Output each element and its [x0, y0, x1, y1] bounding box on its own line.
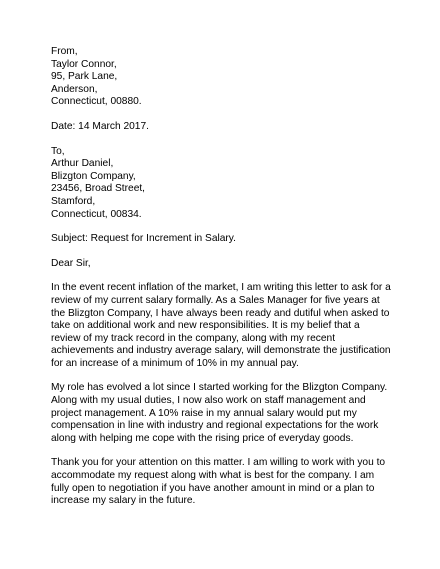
paragraph-line: along with helping me cope with the rising price of everyday goods.	[51, 432, 354, 444]
salutation: Dear Sir,	[51, 257, 91, 269]
sender-city: Anderson,	[51, 83, 98, 95]
sender-name: Taylor Connor,	[51, 58, 117, 70]
recipient-name: Arthur Daniel,	[51, 158, 114, 170]
recipient-company: Blizgton Company,	[51, 170, 136, 182]
body-paragraph-3	[51, 457, 411, 507]
paragraph-line: compensation in line with industry and regional expectations for the work	[51, 420, 379, 432]
letter-date: Date: 14 March 2017.	[51, 120, 149, 132]
sender-block	[51, 46, 411, 109]
letter	[51, 46, 411, 508]
spacer	[51, 221, 411, 233]
paragraph-line: project management. A 10% raise in my annual salary would put my	[51, 407, 357, 419]
paragraph-line: My role has evolved a lot since I started working for the Blizgton Company.	[51, 382, 388, 394]
recipient-block	[51, 146, 411, 222]
paragraph-line: accommodate my request along with what is best for the company. I am	[51, 470, 375, 482]
spacer	[51, 370, 411, 382]
paragraph-line: for an increase of a minimum of 10% in my annual pay.	[51, 357, 299, 369]
recipient-address-line: 23456, Broad Street,	[51, 183, 146, 195]
paragraph-line: review of my track record in the company, along with my recent	[51, 332, 336, 344]
body-paragraph-1	[51, 282, 411, 370]
paragraph-line: Thank you for your attention on this matter. I am willing to work with you to	[51, 457, 386, 469]
paragraph-line: Along with my usual duties, I now also work on staff management and	[51, 395, 366, 407]
letter-subject: Subject: Request for Increment in Salary.	[51, 233, 236, 245]
paragraph-line: review of my current salary formally. As a Sales Manager for five years at	[51, 294, 380, 306]
sender-address-line: 95, Park Lane,	[51, 71, 118, 83]
spacer	[51, 246, 411, 258]
sender-state-zip: Connecticut, 00880.	[51, 96, 142, 108]
paragraph-line: In the event recent inflation of the market, I am writing this letter to ask for a	[51, 282, 391, 294]
paragraph-line: the Blizgton Company, I have always been ready and dutiful when asked to	[51, 307, 390, 319]
paragraph-line: fully open to negotiation if you have another amount in mind or a plan to	[51, 482, 375, 494]
to-label: To,	[51, 145, 65, 157]
paragraph-line: achievements and industry average salary, will demonstrate the justification	[51, 345, 391, 357]
spacer	[51, 270, 411, 282]
recipient-state-zip: Connecticut, 00834.	[51, 208, 142, 220]
spacer	[51, 134, 411, 146]
recipient-city: Stamford,	[51, 195, 96, 207]
spacer	[51, 445, 411, 457]
spacer	[51, 109, 411, 121]
body-paragraph-2	[51, 382, 411, 445]
paragraph-line: take on additional work and new responsibilities. It is my belief that a	[51, 320, 360, 332]
from-label: From,	[51, 46, 78, 57]
paragraph-line: increase my salary in the future.	[51, 495, 196, 507]
